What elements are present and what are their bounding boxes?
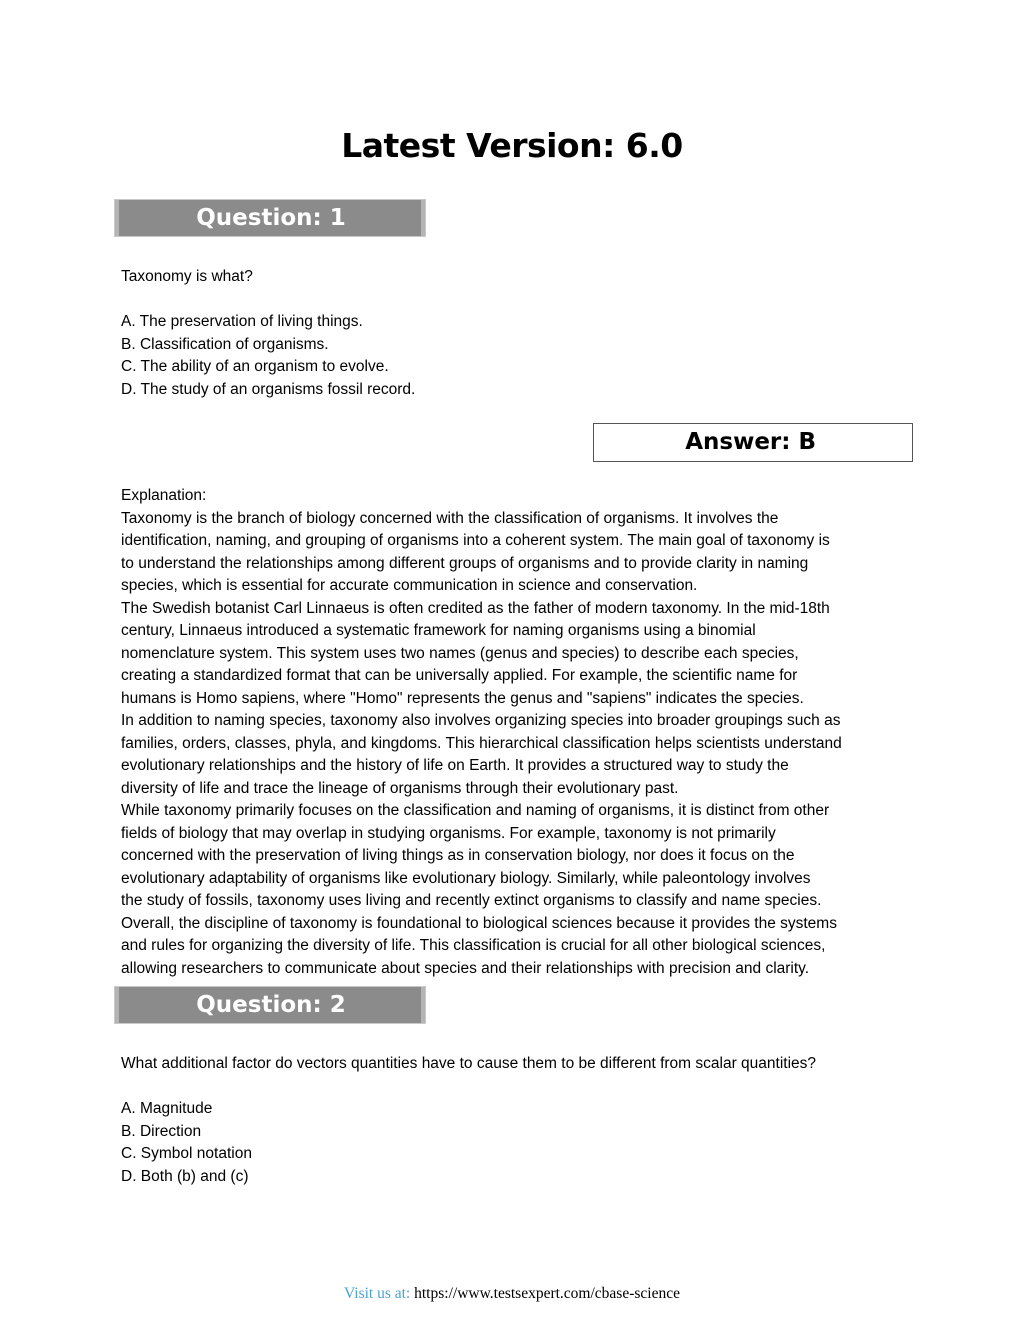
- explanation-line: concerned with the preservation of living things as in conservation biology, nor does it focus on the: [121, 847, 795, 864]
- question-2-label: Question: 2: [196, 992, 346, 1018]
- answer-label: Answer: B: [685, 429, 816, 455]
- explanation-line: creating a standardized format that can be universally applied. For example, the scientific name for: [121, 667, 798, 684]
- question-1-options: [121, 311, 415, 401]
- explanation-line: The Swedish botanist Carl Linnaeus is often credited as the father of modern taxonomy. In the mid-18th: [121, 599, 830, 617]
- answer-box: [593, 423, 913, 462]
- question-1-prompt-block: [121, 266, 253, 289]
- question-2-option-b: B. Direction: [121, 1122, 202, 1140]
- explanation-line: humans is Homo sapiens, where "Homo" represents the genus and "sapiens" indicates the species.: [121, 689, 804, 707]
- question-2-prompt: What additional factor do vectors quantities have to cause them to be different from scalar quantities?: [121, 1055, 817, 1072]
- explanation-line: diversity of life and trace the lineage of organisms through their evolutionary past.: [121, 779, 679, 797]
- footer-url-link[interactable]: https://www.testsexpert.com/cbase-science: [414, 1285, 680, 1302]
- explanation-line: identification, naming, and grouping of organisms into a coherent system. The main goal of taxonomy is: [121, 532, 830, 549]
- question-1-option-c: C. The ability of an organism to evolve.: [121, 358, 389, 375]
- question-1-label: Question: 1: [196, 205, 346, 231]
- question-2-prompt-block: [121, 1053, 816, 1076]
- question-1-option-a: A. The preservation of living things.: [121, 313, 363, 330]
- explanation-line: nomenclature system. This system uses two names (genus and species) to describe each species,: [121, 644, 799, 662]
- explanation-line: species, which is essential for accurate communication in science and conservation.: [121, 577, 698, 594]
- explanation-line: Overall, the discipline of taxonomy is foundational to biological sciences because it provides the systems: [121, 914, 837, 932]
- footer-visit-label: Visit us at:: [344, 1285, 411, 1302]
- question-2-option-a: A. Magnitude: [121, 1100, 213, 1117]
- explanation-line: families, orders, classes, phyla, and kingdoms. This hierarchical classification helps scientists understand: [121, 734, 842, 752]
- question-1-option-d: D. The study of an organisms fossil record.: [121, 380, 416, 398]
- explanation-line: allowing researchers to communicate about species and their relationships with precision and clarity.: [121, 959, 810, 977]
- explanation-line: Taxonomy is the branch of biology concerned with the classification of organisms. It involves the: [121, 509, 779, 527]
- question-2-options: [121, 1098, 252, 1188]
- explanation-line: In addition to naming species, taxonomy also involves organizing species into broader groupings such as: [121, 712, 841, 729]
- explanation-line: While taxonomy primarily focuses on the classification and naming of organisms, it is distinct from other: [121, 802, 830, 819]
- question-1-prompt: Taxonomy is what?: [121, 268, 253, 285]
- explanation-line: fields of biology that may overlap in studying organisms. For example, taxonomy is not primarily: [121, 824, 776, 842]
- explanation-line: evolutionary relationships and the history of life on Earth. It provides a structured way to study the: [121, 757, 789, 774]
- question-2-option-c: C. Symbol notation: [121, 1145, 252, 1162]
- footer: [0, 1284, 1024, 1304]
- explanation-line: evolutionary adaptability of organisms like evolutionary biology. Similarly, while paleontology involves: [121, 869, 811, 887]
- explanation-line: the study of fossils, taxonomy uses living and recently extinct organisms to classify and name species.: [121, 892, 822, 909]
- question-2-option-d: D. Both (b) and (c): [121, 1167, 249, 1185]
- question-2-banner: [114, 986, 426, 1024]
- explanation-line: and rules for organizing the diversity of life. This classification is crucial for all other biological sciences,: [121, 937, 826, 954]
- page-title: Latest Version: 6.0: [341, 126, 683, 165]
- question-1-option-b: B. Classification of organisms.: [121, 335, 329, 353]
- explanation: [121, 485, 911, 980]
- explanation-heading: Explanation:: [121, 487, 207, 504]
- question-1-banner: [114, 199, 426, 237]
- explanation-line: to understand the relationships among different groups of organisms and to provide clarity in naming: [121, 554, 809, 572]
- explanation-line: century, Linnaeus introduced a systematic framework for naming organisms using a binomial: [121, 622, 756, 639]
